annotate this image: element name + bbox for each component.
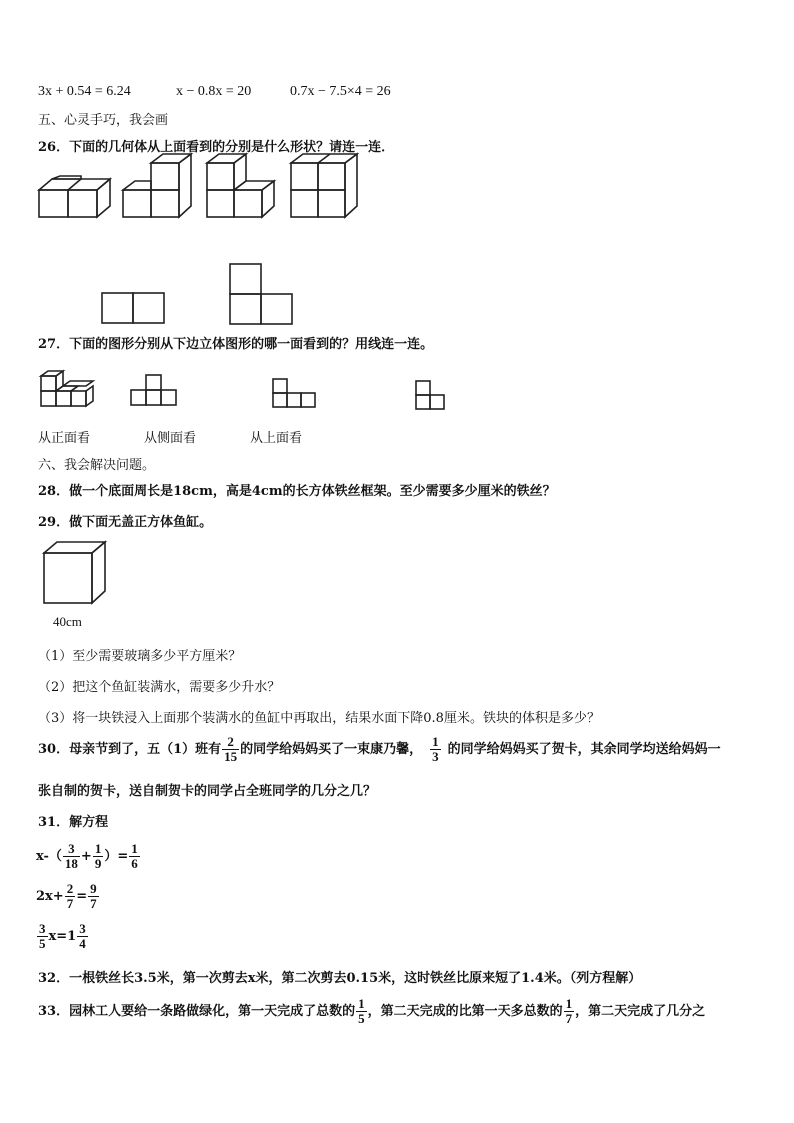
equation-1: 3x + 0.54 = 6.24 [38, 84, 131, 99]
question-28: 28．做一个底面周长是18cm，高是4cm的长方体铁丝框架。至少需要多少厘米的铁丝？ [38, 484, 556, 499]
question-33: 33．园林工人要给一条路做绿化，第一天完成了总数的 $\frac{1}{5}$ ，第二天完成的比第一天多总数的 $\frac{1}{7}$ ，第二天完成了几分之 [38, 996, 706, 1026]
question-32: 32．一根铁丝长3.5米，第一次剪去x米，第二次剪去0.15米，这时铁丝比原来短了1.4米。（列方程解） [38, 971, 642, 986]
fraction-1-3: $\frac{1}{3}$ [432, 734, 439, 764]
question-27: 27．下面的图形分别从下边立体图形的哪一面看到的？用线连一连。 [38, 337, 434, 352]
q27-label-top: 从上面看 [250, 431, 303, 446]
question-26: 26．下面的几何体从上面看到的分别是什么形状？请连一连． [38, 140, 395, 155]
q31-equation-3: $\frac{3}{5}$ x=1 $\frac{3}{4}$ [39, 921, 86, 951]
equation-3: 0.7x − 7.5×4 = 26 [290, 84, 391, 99]
q31-equation-1: x-（ $\frac{3}{18}$ + $\frac{1}{9}$ ）= $\frac{1}{6}$ [36, 841, 138, 871]
question-31: 31．解方程 [38, 815, 109, 830]
fraction-1-7: $\frac{1}{7}$ [565, 996, 573, 1026]
question-30-line-2: 张自制的贺卡，送自制贺卡的同学占全班同学的几分之几？ [38, 784, 377, 799]
equation-2: x − 0.8x = 20 [176, 84, 252, 99]
section-6-heading: 六、我会解决问题。 [38, 458, 156, 473]
q29-part-2: （2）把这个鱼缸装满水，需要多少升水？ [38, 680, 281, 695]
fraction-2-15: $\frac{2}{15}$ [224, 734, 238, 764]
fraction-1-5: $\frac{1}{5}$ [358, 996, 365, 1026]
q27-label-side: 从侧面看 [144, 431, 197, 446]
question-29: 29．做下面无盖正方体鱼缸。 [38, 515, 213, 530]
section-5-heading: 五、心灵手巧，我会画 [38, 113, 169, 128]
question-30-line-1: 30．母亲节到了，五（1）班有 $\frac{2}{15}$ 的同学给妈妈买了一束康乃馨， $\frac{1}{3}$ 的同学给妈妈买了贺卡，其余同学均送给妈妈一 [38, 734, 721, 764]
q29-part-1: （1）至少需要玻璃多少平方厘米？ [38, 649, 242, 664]
q29-part-3: （3）将一块铁浸入上面那个装满水的鱼缸中再取出，结果水面下降0.8厘米。铁块的体积是多少？ [38, 711, 600, 726]
q31-equation-2: 2x+ $\frac{2}{7}$ = $\frac{9}{7}$ [36, 881, 97, 911]
q29-cube-label: 40cm [53, 614, 82, 629]
q27-label-front: 从正面看 [38, 431, 91, 446]
